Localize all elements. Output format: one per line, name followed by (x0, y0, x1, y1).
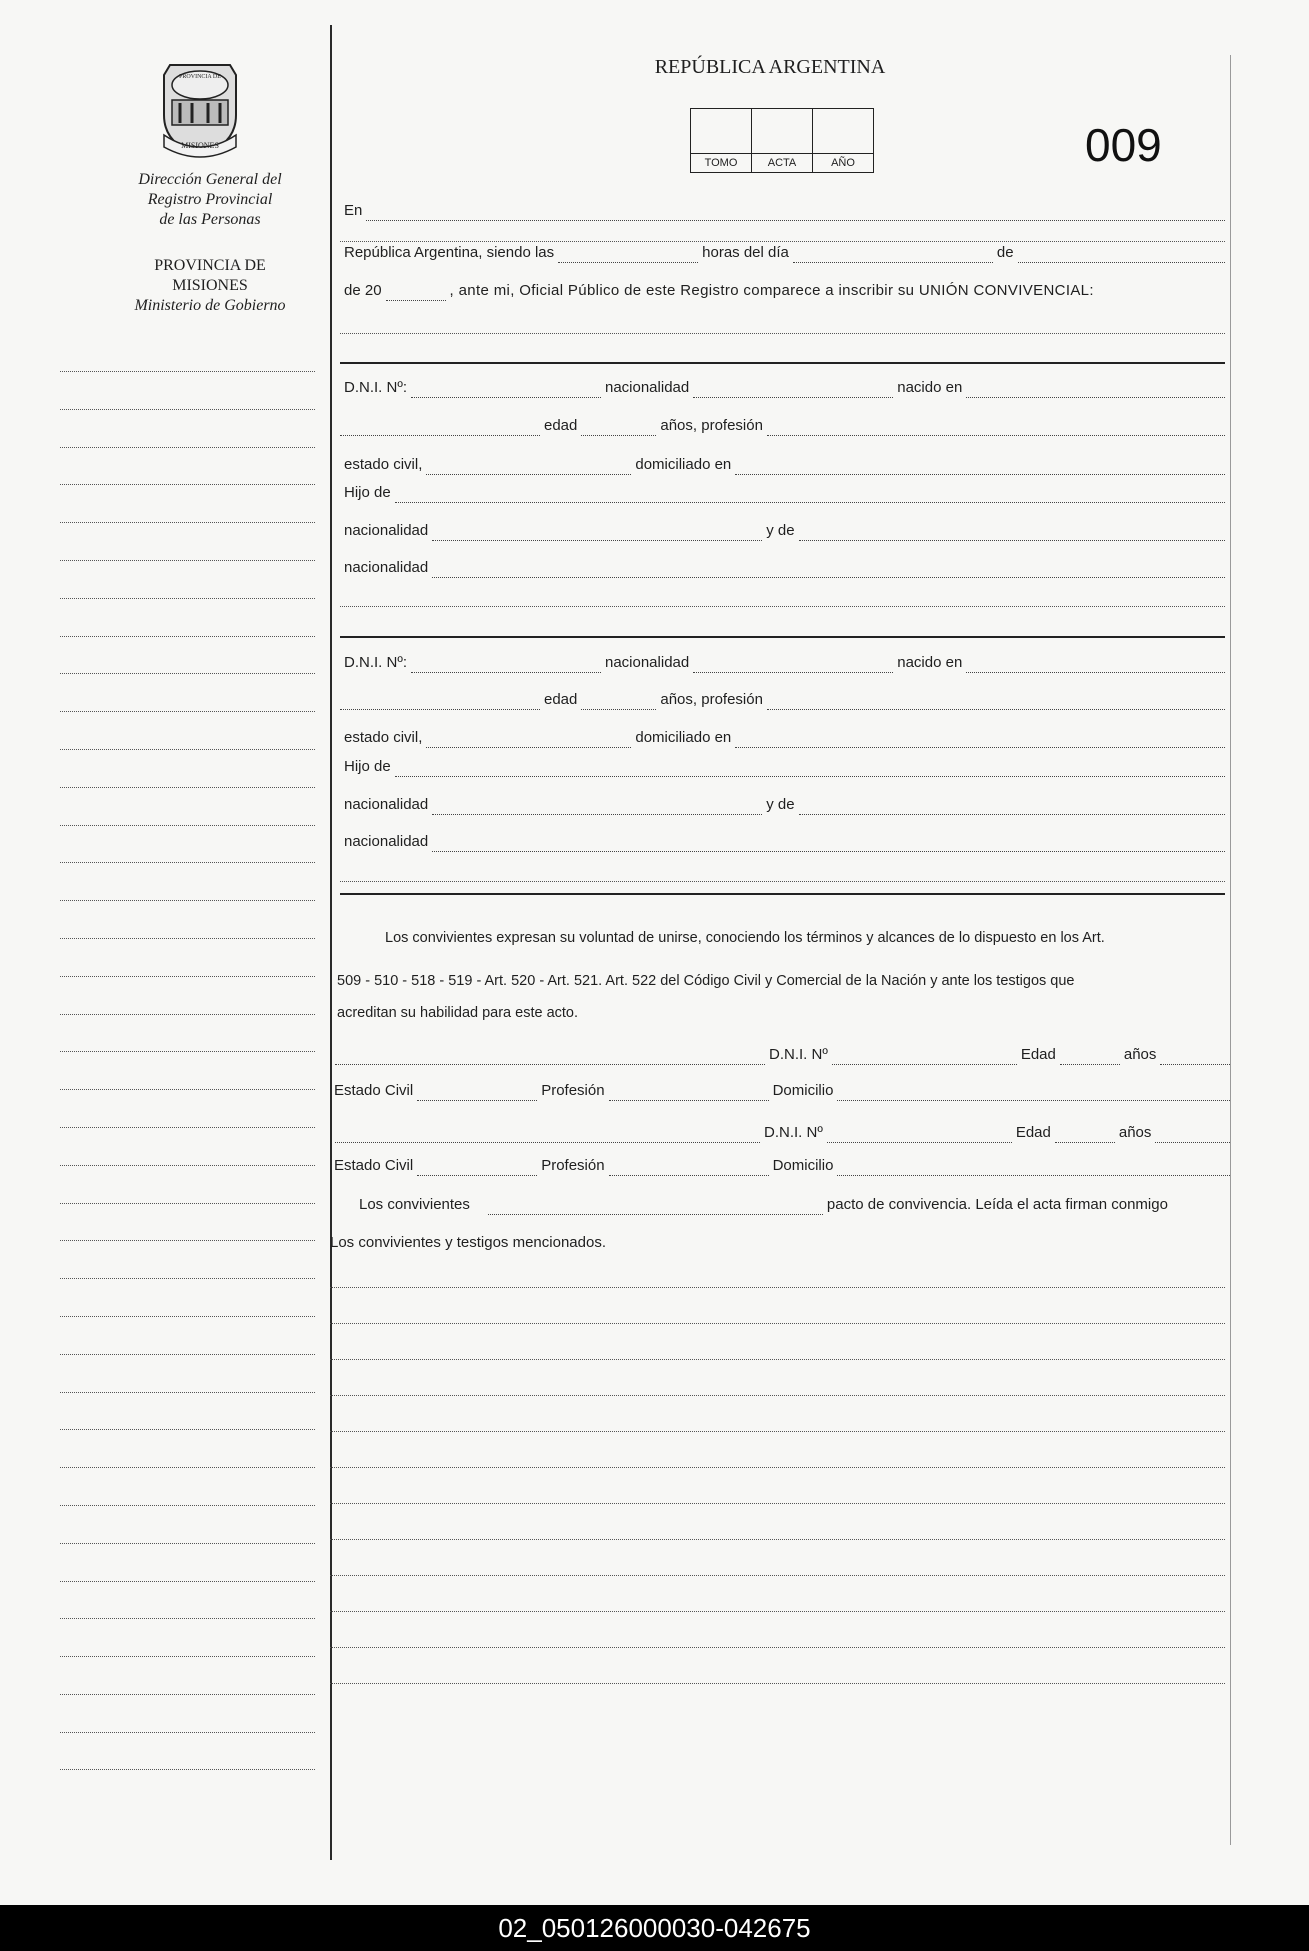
p2-row-nac-madre (340, 829, 1225, 855)
p1-field-nac-padre[interactable] (432, 526, 762, 541)
row-de-20 (340, 278, 1225, 304)
p1-label-nacionalidad: nacionalidad (604, 379, 690, 396)
record-boxes (690, 108, 874, 173)
p2-row-hijo (340, 754, 1225, 780)
p1-field-hijo[interactable] (395, 488, 1225, 503)
margin-notes-lines (60, 370, 315, 1806)
field-month[interactable] (1018, 248, 1225, 263)
w1-field-domicilio[interactable] (837, 1086, 1230, 1101)
p2-row-edad (340, 687, 1225, 713)
office-line-1: Dirección General del (138, 171, 282, 188)
p2-row-estado (340, 725, 1225, 751)
label-horas: horas del día (702, 244, 789, 261)
p2-field-profesion[interactable] (767, 695, 1225, 710)
field-day[interactable] (793, 248, 993, 263)
p1-field-edad[interactable] (581, 421, 656, 436)
p2-field-nac-padre[interactable] (432, 800, 762, 815)
p1-field-domicilio[interactable] (735, 460, 1225, 475)
declaration-line-1: Los convivientes expresan su voluntad de unirse, conociendo los términos y alcances de lo dispuesto en los Art. (385, 930, 1105, 946)
dotline[interactable] (330, 1538, 1225, 1540)
ano-box[interactable] (813, 109, 874, 154)
p2-label-hijo: Hijo de (344, 758, 391, 775)
separator-1 (340, 362, 1225, 364)
w2-label-estado: Estado Civil (334, 1157, 414, 1174)
declaration-line-2: 509 - 510 - 518 - 519 - Art. 520 - Art. 521. Art. 522 del Código Civil y Comercial de la Nación y ante los testigos que (337, 973, 1075, 989)
w1-field-dni[interactable] (832, 1050, 1017, 1065)
province-line-2: MISIONES (172, 277, 248, 294)
w1-label-anos: años (1123, 1046, 1157, 1063)
p1-label-nac-padre: nacionalidad (344, 522, 429, 539)
dotline[interactable] (330, 1286, 1225, 1288)
p2-field-estado[interactable] (426, 733, 631, 748)
p1-label-edad: edad (544, 417, 578, 434)
p1-field-estado[interactable] (426, 460, 631, 475)
p1-field-birth[interactable] (340, 421, 540, 436)
p2-field-hijo[interactable] (395, 762, 1225, 777)
scan-code: 02_050126000030-042675 (498, 1913, 811, 1943)
w2-label-dni: D.N.I. Nº (764, 1124, 823, 1141)
w1-label-domicilio: Domicilio (772, 1082, 834, 1099)
w2-field-profesion[interactable] (609, 1161, 769, 1176)
w2-trail (1155, 1128, 1230, 1143)
p1-field-nacionalidad[interactable] (693, 383, 893, 398)
label-de: de (996, 244, 1014, 261)
p2-label-edad: edad (544, 691, 578, 708)
w2-label-profesion: Profesión (541, 1157, 605, 1174)
office-name (80, 170, 340, 230)
crest-ribbon-bottom: MISIONES (181, 141, 219, 150)
tomo-label: TOMO (691, 154, 752, 173)
p1-field-madre[interactable] (799, 526, 1225, 541)
w2-field-dni[interactable] (827, 1128, 1012, 1143)
margin-divider (330, 25, 332, 1860)
w1-trail (1160, 1050, 1230, 1065)
office-line-3: de las Personas (159, 211, 261, 228)
country-title: REPÚBLICA ARGENTINA (654, 56, 886, 78)
w1-field-profesion[interactable] (609, 1086, 769, 1101)
label-rep-arg: República Argentina, siendo las (344, 244, 555, 261)
p1-label-hijo: Hijo de (344, 484, 391, 501)
record-number: 009 (1085, 119, 1162, 171)
w2-field-domicilio[interactable] (837, 1161, 1230, 1176)
p2-field-nac-madre[interactable] (432, 837, 1225, 852)
w2-field-name[interactable] (335, 1128, 760, 1143)
w1-label-estado: Estado Civil (334, 1082, 414, 1099)
field-pacto[interactable] (488, 1200, 823, 1215)
w2-field-estado[interactable] (417, 1161, 537, 1176)
p1-field-nac-madre[interactable] (432, 563, 1225, 578)
dotline[interactable] (330, 1358, 1225, 1360)
closing-final: Los convivientes y testigos mencionados. (330, 1234, 606, 1251)
p2-field-nacido[interactable] (966, 658, 1225, 673)
w1-label-dni: D.N.I. Nº (769, 1046, 828, 1063)
p2-field-nacionalidad[interactable] (693, 658, 893, 673)
field-place[interactable] (366, 206, 1225, 221)
p1-row-edad (340, 413, 1225, 439)
p1-field-dni[interactable] (411, 383, 601, 398)
w1-field-estado[interactable] (417, 1086, 537, 1101)
w2-label-domicilio: Domicilio (772, 1157, 834, 1174)
row-closing (355, 1192, 1235, 1218)
p1-row-estado (340, 452, 1225, 478)
p2-label-y-de: y de (766, 796, 795, 813)
w2-row-estado (330, 1153, 1230, 1179)
p1-label-domicilio: domiciliado en (635, 456, 732, 473)
p1-field-profesion[interactable] (767, 421, 1225, 436)
acta-label: ACTA (752, 154, 813, 173)
row-siendo (340, 240, 1225, 266)
p2-label-estado: estado civil, (344, 729, 423, 746)
p1-label-nacido: nacido en (897, 379, 963, 396)
p2-field-birth[interactable] (340, 695, 540, 710)
acta-box[interactable] (752, 109, 813, 154)
p1-row-hijo (340, 480, 1225, 506)
dotline[interactable] (330, 1466, 1225, 1468)
p2-label-nacionalidad: nacionalidad (604, 654, 690, 671)
crest-ribbon-top: PROVINCIA DE (179, 74, 221, 80)
dotline[interactable] (330, 1574, 1225, 1576)
w1-label-edad: Edad (1020, 1046, 1056, 1063)
p2-label-domicilio: domiciliado en (635, 729, 732, 746)
p1-label-y-de: y de (766, 522, 795, 539)
dotline[interactable] (330, 1322, 1225, 1324)
province-block (80, 256, 340, 316)
right-margin-line (1230, 55, 1231, 1845)
label-los-convivientes: Los convivientes (359, 1196, 470, 1213)
p2-row-dni (340, 650, 1225, 676)
field-hour[interactable] (558, 248, 698, 263)
p2-label-nacido: nacido en (897, 654, 963, 671)
p2-row-nac-padre (340, 792, 1225, 818)
scan-footer (0, 1905, 1309, 1951)
dotline (340, 605, 1225, 607)
w1-field-name[interactable] (335, 1050, 765, 1065)
w2-label-edad: Edad (1015, 1124, 1051, 1141)
p2-field-madre[interactable] (799, 800, 1225, 815)
ministry-name: Ministerio de Gobierno (134, 297, 286, 314)
p2-field-edad[interactable] (581, 695, 656, 710)
dotline[interactable] (330, 1682, 1225, 1684)
ano-label: AÑO (813, 154, 874, 173)
p2-field-domicilio[interactable] (735, 733, 1225, 748)
dotline (340, 332, 1225, 334)
row-en (340, 198, 1225, 224)
separator-3 (340, 893, 1225, 895)
p1-row-dni (340, 375, 1225, 401)
dotline[interactable] (330, 1646, 1225, 1648)
p2-label-dni: D.N.I. Nº: (344, 654, 407, 671)
w1-label-profesion: Profesión (541, 1082, 605, 1099)
dotline[interactable] (330, 1502, 1225, 1504)
tomo-box[interactable] (691, 109, 752, 154)
p1-row-nac-madre (340, 555, 1225, 581)
label-de-20: de 20 (344, 282, 382, 299)
office-line-2: Registro Provincial (147, 191, 273, 208)
dotline[interactable] (330, 1430, 1225, 1432)
p2-label-profesion: años, profesión (660, 691, 763, 708)
w2-label-anos: años (1118, 1124, 1152, 1141)
separator-2 (340, 636, 1225, 638)
p1-row-nac-padre (340, 518, 1225, 544)
declaration-line-3: acreditan su habilidad para este acto. (337, 1005, 579, 1021)
w1-row-dni (335, 1042, 1230, 1068)
p2-label-nac-madre: nacionalidad (344, 833, 429, 850)
w2-row-dni (335, 1120, 1230, 1146)
p2-label-nac-padre: nacionalidad (344, 796, 429, 813)
p1-label-dni: D.N.I. Nº: (344, 379, 407, 396)
label-ante-mi: , ante mi, Oficial Público de este Registro comparece a inscribir su UNIÓN CONVIVENCIAL: (449, 282, 1094, 299)
dotline[interactable] (330, 1394, 1225, 1396)
dotline (340, 880, 1225, 882)
p1-label-nac-madre: nacionalidad (344, 559, 429, 576)
provincial-crest (150, 55, 250, 165)
p2-field-dni[interactable] (411, 658, 601, 673)
w1-field-edad[interactable] (1060, 1050, 1120, 1065)
p1-field-nacido[interactable] (966, 383, 1225, 398)
w1-row-estado (330, 1078, 1230, 1104)
p1-label-estado: estado civil, (344, 456, 423, 473)
w2-field-edad[interactable] (1055, 1128, 1115, 1143)
dotline[interactable] (330, 1610, 1225, 1612)
label-en: En (344, 202, 363, 219)
province-line-1: PROVINCIA DE (154, 257, 266, 274)
p1-label-profesion: años, profesión (660, 417, 763, 434)
label-pacto: pacto de convivencia. Leída el acta firman conmigo (826, 1196, 1168, 1213)
field-year[interactable] (386, 286, 446, 301)
